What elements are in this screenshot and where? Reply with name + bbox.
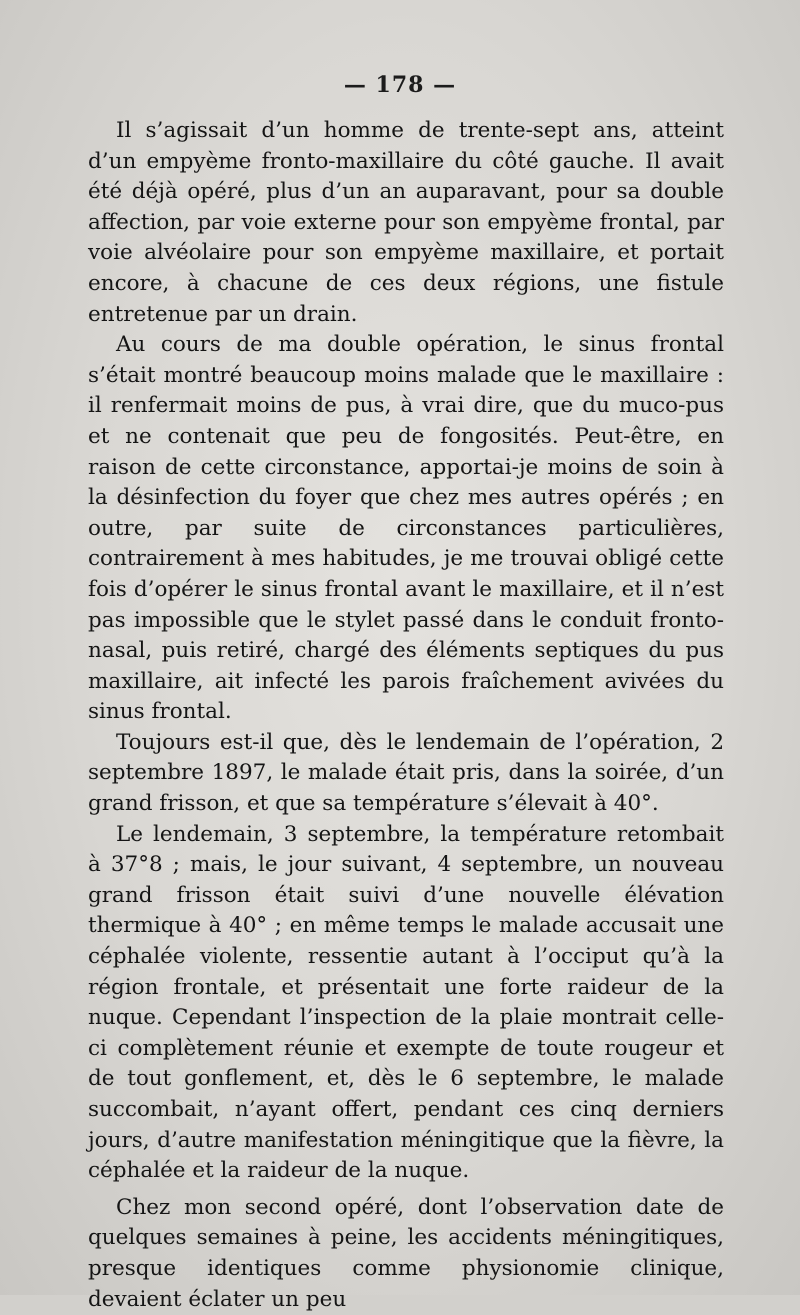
paragraph-5: Chez mon second opéré, dont l’observation date de quelques semaines à peine, les accidents méningitiques, presque identiques comme physionomie clinique, devaient éclater un peu (88, 1194, 724, 1312)
page-body-text (88, 116, 724, 1315)
page-number: — 178 — (343, 72, 457, 98)
paragraph-4: Le lendemain, 3 septembre, la température retombait à 37°8 ; mais, le jour suivant, 4 septembre, un nouveau grand frisson était suivi d’une nouvelle élévation thermique à 40° ; en même temps le malade accusait une céphalée violente, ressentie autant à l’occiput qu’à la région frontale, et présentait une forte raideur de la nuque. Cependant l’inspection de la plaie montrait celle-ci complètement réunie et exempte de toute rougeur et de tout gonflement, et, dès le 6 septembre, le malade succombait, n’ayant offert, pendant ces cinq derniers jours, d’autre manifestation méningitique que la fièvre, la céphalée et la raideur de la nuque. (88, 821, 724, 1184)
paragraph-2: Au cours de ma double opération, le sinus frontal s’était montré beaucoup moins malade que le maxillaire : il renfermait moins de pus, à vrai dire, que du muco-pus et ne contenait que peu de fongosités. Peut-être, en raison de cette circonstance, apportai-je moins de soin à la désinfection du foyer que chez mes autres opérés ; en outre, par suite de circonstances particulières, contrairement à mes habitudes, je me trouvai obligé cette fois d’opérer le sinus frontal avant le maxillaire, et il n’est pas impossible que le stylet passé dans le conduit fronto-nasal, puis retiré, chargé des éléments septiques du pus maxillaire, ait infecté les parois fraîchement avivées du sinus frontal. (88, 332, 724, 725)
paragraph-1: Il s’agissait d’un homme de trente-sept ans, atteint d’un empyème fronto-maxillaire du côté gauche. Il avait été déjà opéré, plus d’un an auparavant, pour sa double affection, par voie externe pour son empyème frontal, par voie alvéolaire pour son empyème maxillaire, et portait encore, à chacune de ces deux régions, une fistule entretenue par un drain. (88, 118, 724, 327)
paragraph-3: Toujours est-il que, dès le lendemain de l’opération, 2 septembre 1897, le malade était pris, dans la soirée, d’un grand frisson, et que sa température s’élevait à 40°. (88, 729, 724, 817)
